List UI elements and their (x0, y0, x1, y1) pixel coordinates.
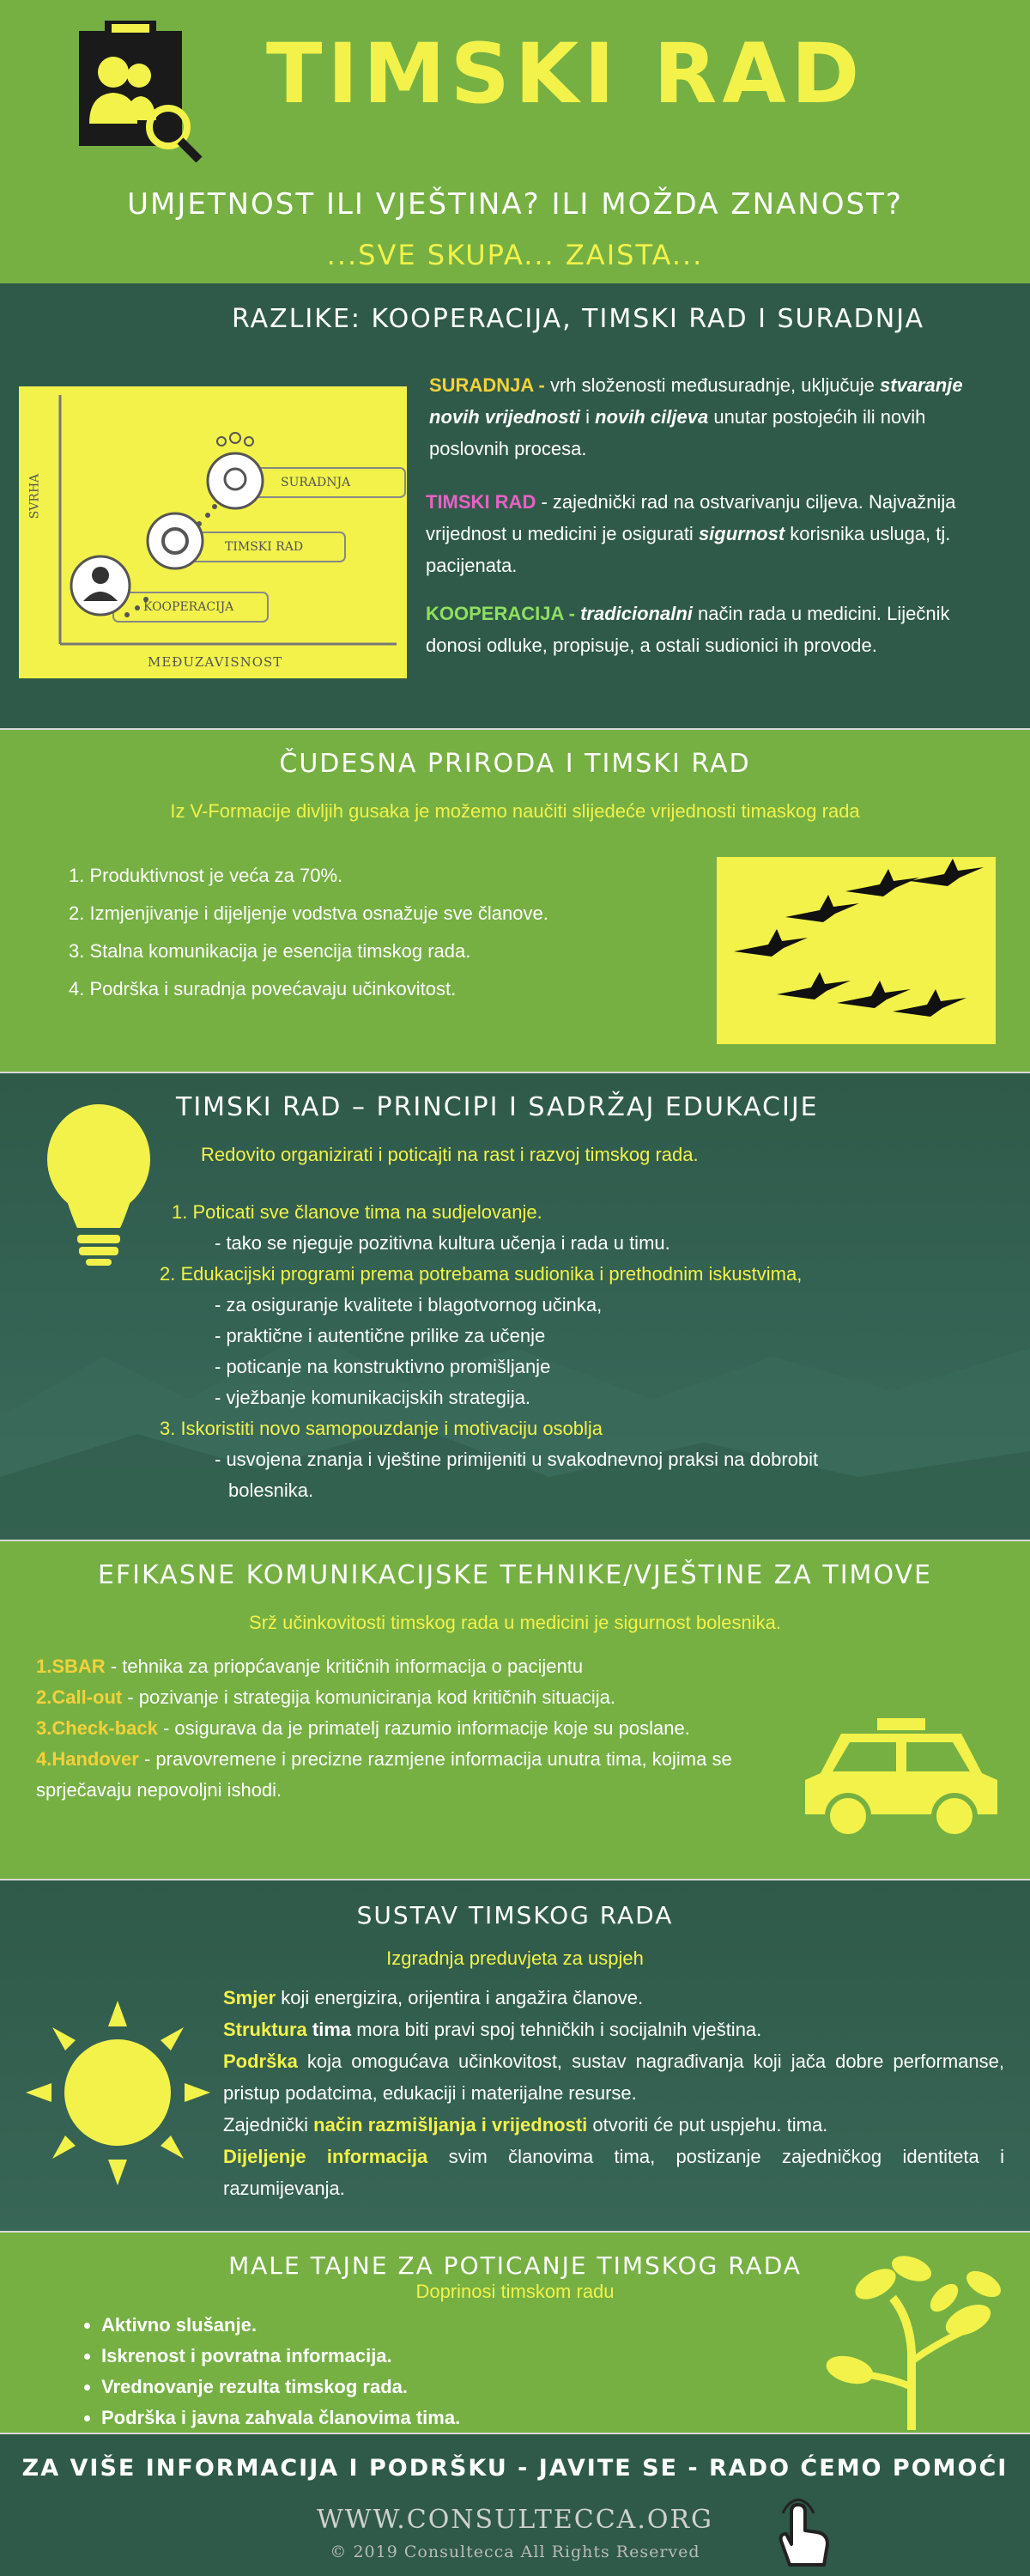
principle-2-sub: - praktične i autentične prilike za učenje (215, 1325, 546, 1346)
section-intro: Iz V-Formacije divljih gusaka je možemo naučiti slijedeće vrijednosti timaskog rada (170, 800, 860, 822)
list-item: • Vrednovanje rezulta timskog rada. (101, 2372, 788, 2403)
kooperacija-e1: tradicionalni (574, 603, 693, 624)
header-section (0, 0, 1030, 283)
page-title: TIMSKI RAD (266, 26, 865, 122)
diagram-label-kooperacija: KOOPERACIJA (143, 600, 234, 614)
section-intro: Doprinosi timskom radu (415, 2281, 615, 2302)
podrska-text: koja omogućava učinkovitost, sustav nagrađivanja koji jača dobre performanse, pristup podatcima, edukaciji i materijalne resurse. (223, 2050, 1004, 2104)
suradnja-text (429, 369, 1004, 465)
tips-list (77, 2310, 788, 2433)
principle-3: 3. Iskoristiti novo samopouzdanje i motivaciju osoblja (160, 1418, 603, 1439)
diagram-label-timski-rad: TIMSKI RAD (225, 540, 304, 554)
diagram-label-suradnja: SURADNJA (281, 476, 351, 489)
timski-term: TIMSKI RAD (426, 491, 536, 513)
smjer-term: Smjer (223, 1987, 276, 2008)
teamwork-cycle-icon (148, 513, 203, 568)
timski-rad-text (426, 486, 1004, 581)
item-num: 3. (36, 1717, 52, 1739)
section-heading: SUSTAV TIMSKOG RADA (356, 1901, 674, 1929)
nature-section (0, 730, 1030, 1073)
differences-section (0, 283, 1030, 730)
team-clipboard-icon (72, 19, 209, 163)
principle-1: 1. Poticati sve članove tima na sudjelovanje. (172, 1201, 542, 1223)
sprout-tree-icon (815, 2250, 1004, 2430)
communication-section (0, 1541, 1030, 1880)
principle-2: 2. Edukacijski programi prema potrebama sudionika i prethodnim iskustvima, (160, 1263, 803, 1285)
item-num: 2. (36, 1686, 52, 1708)
struktura-term2: tima (312, 2019, 352, 2040)
system-text (223, 1982, 1004, 2204)
timski-t2: korisnika usluga, tj. pacijenata. (426, 523, 951, 576)
principle-2-sub: - vježbanje komunikacijskih strategija. (215, 1387, 531, 1408)
list-item: • Aktivno slušanje. (101, 2310, 788, 2341)
tips-section (0, 2233, 1030, 2434)
section-heading: EFIKASNE KOMUNIKACIJSKE TEHNIKE/VJEŠTINE ZA TIMOVE (97, 1560, 933, 1590)
section-intro: Redovito organizirati i poticajti na rast i razvoj timskog rada. (201, 1144, 699, 1165)
techniques-list (36, 1651, 791, 1806)
click-hand-icon (764, 2496, 841, 2573)
struktura-term: Struktura (223, 2019, 307, 2040)
geese-image (717, 857, 996, 1044)
timski-e1: sigurnost (698, 523, 785, 544)
list-item: 3. Stalna komunikacija je esencija timskog rada. (69, 940, 471, 962)
list-item: 1. Produktivnost je veća za 70%. (69, 865, 343, 886)
teamwork-person-icon (71, 556, 130, 615)
lessons-list (69, 857, 704, 1008)
section-heading: MALE TAJNE ZA POTICANJE TIMSKOG RADA (228, 2251, 802, 2280)
flying-geese-icon (717, 857, 996, 1044)
section-intro: Srž učinkovitosti timskog rada u medicini je sigurnost bolesnika. (249, 1612, 781, 1633)
kooperacija-text (426, 598, 1004, 661)
item-num: 4. (36, 1748, 52, 1770)
dijeljenje-line (223, 2141, 1004, 2204)
list-item (36, 1682, 791, 1713)
diagram-x-axis-label: MEĐUZAVISNOST (148, 654, 283, 670)
struktura-line (223, 2014, 1004, 2045)
timski-t1: - zajednički rad na ostvarivanju ciljeva. Najvažnija vrijednost u medicini je osigurati (426, 491, 956, 544)
list-item: 2. Izmjenjivanje i dijeljenje vodstva osnažuje sve članove. (69, 902, 548, 924)
item-text: - pozivanje i strategija komuniciranja kod kritičnih situacija. (122, 1686, 615, 1708)
list-item (36, 1744, 791, 1806)
item-text: - pravovremene i precizne razmjene informacija unutra tima, kojima se sprječavaju nepovoljni ishodi. (36, 1748, 732, 1801)
principle-1-sub: - tako se njeguje pozitivna kultura učenja i rada u timu. (215, 1232, 670, 1254)
principle-2-sub: - za osiguranje kvalitete i blagotvornog učinka, (215, 1294, 603, 1315)
principle-3-sub: bolesnika. (228, 1479, 314, 1501)
suradnja-e2: novih ciljeva (595, 406, 709, 428)
suradnja-t1: vrh složenosti međusuradnje, uključuje (544, 374, 880, 396)
lightbulb-icon (43, 1099, 154, 1271)
tagline: ...SVE SKUPA... ZAISTA... (326, 239, 704, 271)
teamwork-idea-icon (208, 453, 263, 508)
diagram-graphic (19, 386, 407, 678)
suradnja-t3: unutar postojećih ili novih poslovnih procesa. (429, 406, 926, 459)
principle-2-sub: - poticanje na konstruktivno promišljanje (215, 1356, 551, 1377)
item-num: 1. (36, 1656, 52, 1677)
podrska-term: Podrška (223, 2050, 298, 2072)
list-item: 4. Podrška i suradnja povećavaju učinkovitost. (69, 978, 457, 999)
suradnja-t2: i (580, 406, 596, 428)
section-intro: Izgradnja preduvjeta za uspjeh (386, 1947, 644, 1969)
website-link[interactable]: WWW.CONSULTECCA.ORG (316, 2505, 714, 2535)
nacin-text: otvoriti će put uspjehu. tima. (587, 2114, 828, 2136)
copyright: © 2019 Consultecca All Rights Reserved (330, 2543, 700, 2561)
section-heading: RAZLIKE: KOOPERACIJA, TIMSKI RAD I SURADNJA (232, 304, 925, 334)
item-term: Handover (52, 1748, 139, 1770)
list-item (36, 1651, 791, 1682)
footer-section (0, 2434, 1030, 2576)
collaboration-diagram (19, 386, 407, 678)
nacin-term: način razmišljanja i vrijednosti (313, 2114, 588, 2136)
principles-section (0, 1073, 1030, 1541)
subtitle: UMJETNOST ILI VJEŠTINA? ILI MOŽDA ZNANOST? (127, 187, 903, 222)
nacin-t1: Zajednički (223, 2114, 314, 2136)
item-term: SBAR (52, 1656, 106, 1677)
smjer-line (223, 1982, 1004, 2014)
kooperacija-t1: način rada u medicini. Liječnik donosi odluke, propisuje, a ostali sudionici ih provode. (426, 603, 950, 656)
kooperacija-term: KOOPERACIJA - (426, 603, 575, 624)
podrska-line (223, 2045, 1004, 2109)
item-text: - tehnika za priopćavanje kritičnih informacija o pacijentu (105, 1656, 584, 1677)
footer-cta: ZA VIŠE INFORMACIJA I PODRŠKU - JAVITE SE - RADO ĆEMO POMOĆI (21, 2455, 1009, 2482)
dijeljenje-term: Dijeljenje informacija (223, 2146, 428, 2167)
dijeljenje-text: svim članovima tima, postizanje zajedničkog identiteta i razumijevanja. (223, 2146, 1004, 2199)
list-item (36, 1713, 791, 1744)
section-heading: ČUDESNA PRIRODA I TIMSKI RAD (279, 749, 751, 779)
suradnja-term: SURADNJA - (429, 374, 545, 396)
item-text: - osigurava da je primatelj razumio informacije koje su poslane. (157, 1717, 690, 1739)
item-term: Check-back (52, 1717, 158, 1739)
section-heading: TIMSKI RAD – PRINCIPI I SADRŽAJ EDUKACIJE (176, 1092, 819, 1122)
principle-3-sub: - usvojena znanja i vještine primijeniti u svakodnevnoj praksi na dobrobit (215, 1449, 819, 1470)
diagram-y-axis-label: SVRHA (27, 473, 42, 519)
nacin-line (223, 2109, 1004, 2141)
sun-icon (26, 2001, 210, 2185)
team-system-section (0, 1880, 1030, 2233)
taxi-car-icon (798, 1713, 1004, 1842)
struktura-text: mora biti pravi spoj tehničkih i socijalnih vještina. (351, 2019, 762, 2040)
item-term: Call-out (52, 1686, 123, 1708)
list-item: • Iskrenost i povratna informacija. (101, 2341, 788, 2372)
smjer-text: koji energizira, orijentira i angažira članove. (276, 1987, 644, 2008)
suradnja-e1: stvaranje novih vrijednosti (429, 374, 963, 428)
list-item: • Podrška i javna zahvala članovima tima. (101, 2403, 788, 2433)
